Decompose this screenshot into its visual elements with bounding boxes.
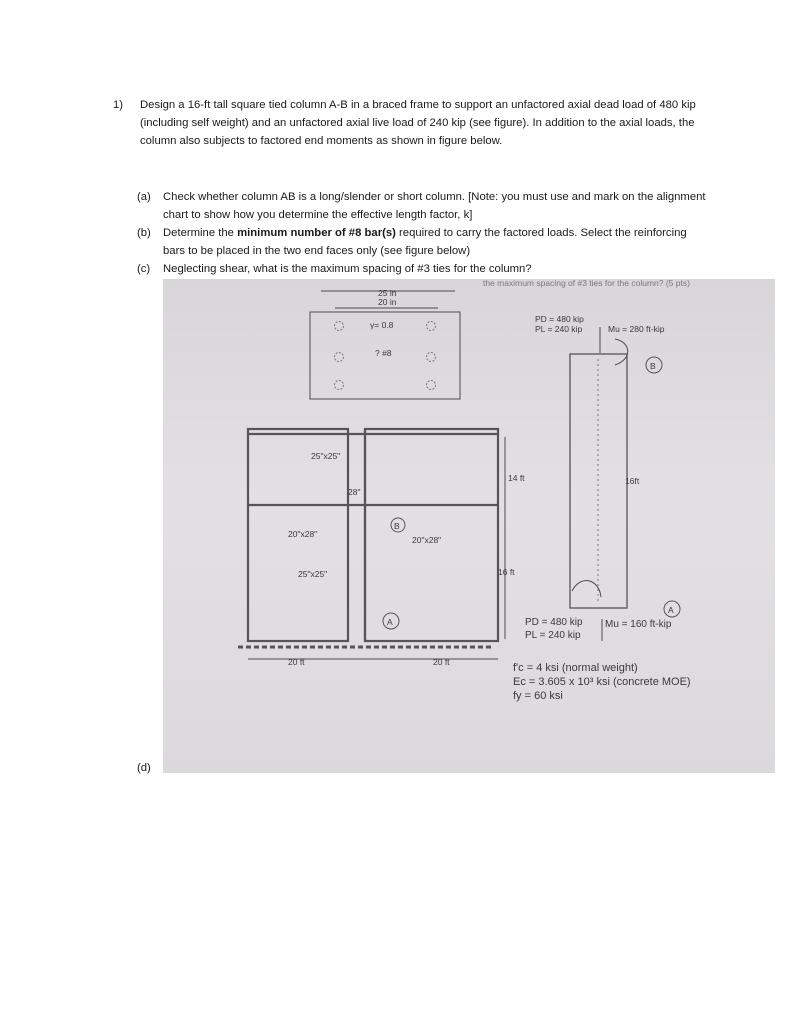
figure-faint-text: the maximum spacing of #3 ties for the column? (5 pts) (483, 279, 690, 288)
column-node-b-label: B (650, 361, 656, 371)
problem-text: Design a 16-ft tall square tied column A-B in a braced frame to support an unfactored axial dead load of 480 kip (including self weight) and an unfactored axial live load of 240 kip (see figure). In addition to the axial loads, the column also subjects to factored end moments as shown in figure below. (140, 99, 696, 147)
part-c (137, 260, 707, 278)
outer-dim-label: 25 in (378, 288, 397, 298)
rebar-circle (335, 353, 344, 362)
figure-photo (163, 279, 775, 773)
gamma-label: γ= 0.8 (370, 320, 394, 330)
problem-statement (113, 96, 713, 150)
material-fc: f'c = 4 ksi (normal weight) (513, 662, 638, 674)
column-height-label: 16ft (625, 476, 640, 486)
part-b (137, 224, 707, 260)
part-d-label: (d) (137, 762, 151, 774)
bottom-pd-label: PD = 480 kip (525, 617, 583, 628)
part-a-label: (a) (137, 191, 151, 203)
figure-drawing (163, 279, 775, 773)
part-b-bold: minimum number of #8 bar(s) (237, 227, 396, 239)
part-b-label: (b) (137, 227, 151, 239)
rebar-circle (427, 381, 436, 390)
part-a-text: Check whether column AB is a long/slender or short column. [Note: you must use and mark on the alignment chart to show how you determine the effective length factor, k] (163, 191, 706, 221)
story-lower-label: 16 ft (498, 567, 515, 577)
node-b-label: B (394, 521, 400, 531)
rebar-circle (427, 322, 436, 331)
part-b-post: required to carry the factored loads. Select the reinforcing bars to be placed in the two end faces only (see figure below) (163, 227, 687, 257)
top-mu-label: Mu = 280 ft-kip (608, 324, 665, 334)
bottom-mu-label: Mu = 160 ft-kip (605, 619, 672, 630)
cross-section (310, 288, 460, 399)
column-diagram (513, 314, 691, 702)
top-moment-arc (615, 339, 628, 365)
top-pd-label: PD = 480 kip (535, 314, 584, 324)
story-upper-label: 14 ft (508, 473, 525, 483)
part-c-label: (c) (137, 263, 151, 275)
rebar-circle (335, 322, 344, 331)
bay-left-label: 20 ft (288, 657, 305, 667)
beam-upper-label: 25"x25" (311, 451, 341, 461)
part-b-pre: Determine the (163, 227, 238, 239)
col-right-label: 20"x28" (412, 535, 442, 545)
bottom-moment-arc (572, 581, 601, 597)
part-c-text: Neglecting shear, what is the maximum spacing of #3 ties for the column? (163, 263, 532, 275)
top-pl-label: PL = 240 kip (535, 324, 583, 334)
bottom-pl-label: PL = 240 kip (525, 630, 581, 641)
problem-number: 1) (113, 99, 124, 111)
col-left-label: 20"x28" (288, 529, 318, 539)
bars-label: ? #8 (375, 348, 392, 358)
beam-lower-label: 25"x25" (298, 569, 328, 579)
material-ec: Ec = 3.605 x 10³ ksi (concrete MOE) (513, 676, 691, 688)
column-node-a-label: A (668, 605, 674, 615)
problem-parts (137, 188, 707, 278)
material-fy: fy = 60 ksi (513, 690, 563, 702)
part-a (137, 188, 707, 224)
rebar-circle (335, 381, 344, 390)
rebar-circle (427, 353, 436, 362)
node-a-label: A (387, 617, 393, 627)
col-upper-dim-label: 28" (348, 487, 361, 497)
bay-right-label: 20 ft (433, 657, 450, 667)
inner-dim-label: 20 in (378, 297, 397, 307)
frame-diagram (238, 429, 525, 667)
